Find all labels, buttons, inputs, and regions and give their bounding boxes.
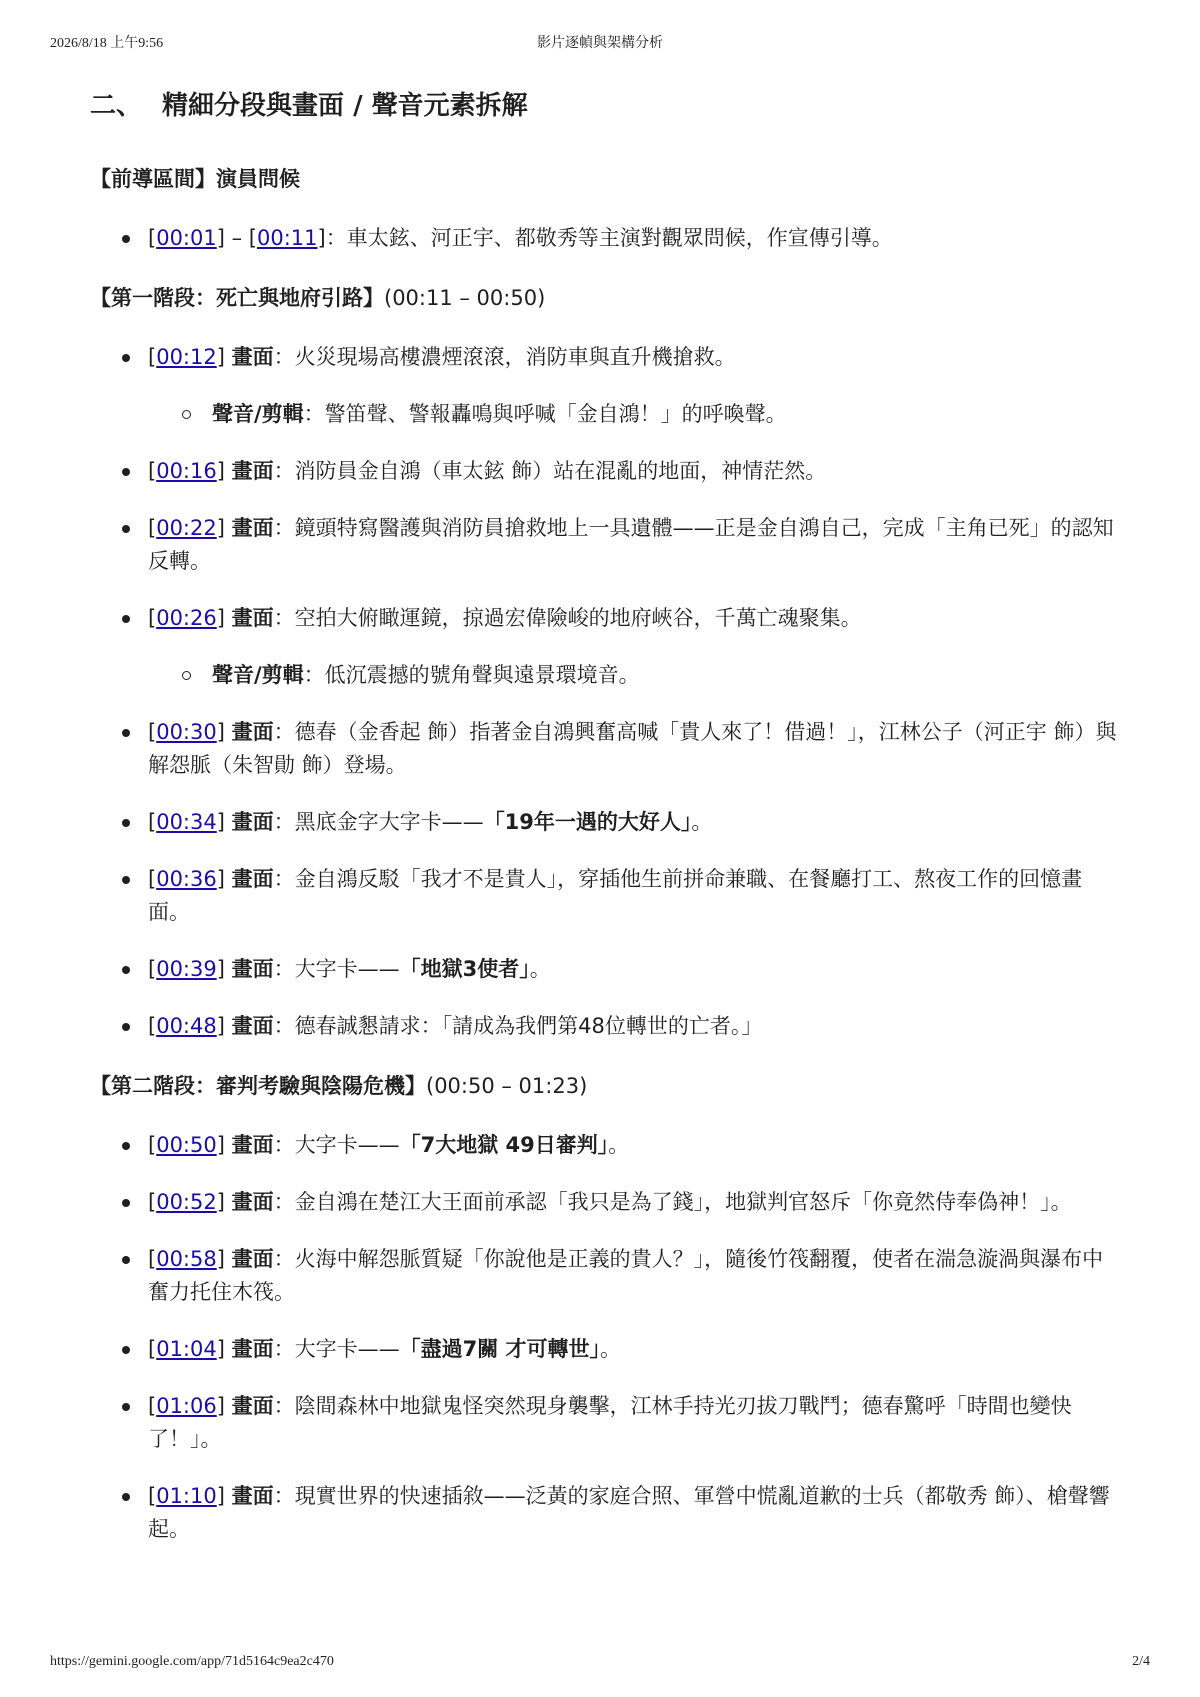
timestamp-link[interactable]: 00:58 — [156, 1247, 217, 1271]
stage-2-list — [90, 1129, 1120, 1546]
item-label: 畫面 — [231, 1014, 274, 1038]
list-item: [00:01] – [00:11]：車太鉉、河正宇、都敬秀等主演對觀眾問候，作宣傳引導。 — [90, 222, 1120, 255]
item-label: 聲音/剪輯 — [212, 402, 304, 426]
item-highlight: 「地獄3使者」 — [399, 957, 530, 981]
item-text: ：金自鴻反駁「我才不是貴人」，穿插他生前拼命兼職、在餐廳打工、熬夜工作的回憶畫面。 — [148, 867, 1083, 924]
print-date: 2026/8/18 上午9:56 — [50, 36, 164, 51]
item-highlight: 「7大地獄 49日審判」 — [399, 1133, 609, 1157]
list-item: [00:30] 畫面：德春（金香起 飾）指著金自鴻興奮高喊「貴人來了！借過！」，江林公子（河正宇 飾）與解怨脈（朱智勛 飾）登場。 — [90, 716, 1120, 782]
list-item: [00:26] 畫面：空拍大俯瞰運鏡，掠過宏偉險峻的地府峽谷，千萬亡魂聚集。 — [90, 602, 1120, 635]
list-item: [00:50] 畫面：大字卡——「7大地獄 49日審判」。 — [90, 1129, 1120, 1162]
item-text: ：火災現場高樓濃煙滾滾，消防車與直升機搶救。 — [273, 345, 736, 369]
item-label: 畫面 — [231, 1133, 274, 1157]
list-item: [01:10] 畫面：現實世界的快速插敘——泛黃的家庭合照、軍營中慌亂道歉的士兵（都敬秀 飾）、槍聲響起。 — [90, 1480, 1120, 1546]
item-text: ：黑底金字大字卡—— — [273, 810, 484, 834]
stage-1-list — [90, 341, 1120, 1043]
heading-text: 精細分段與畫面 / 聲音元素拆解 — [162, 91, 528, 121]
page-number: 2/4 — [1132, 1654, 1150, 1669]
list-item: [01:06] 畫面：陰間森林中地獄鬼怪突然現身襲擊，江林手持光刃拔刀戰鬥；德春驚呼「時間也變快了！」。 — [90, 1390, 1120, 1456]
item-label: 畫面 — [231, 1394, 274, 1418]
list-item: [00:58] 畫面：火海中解怨脈質疑「你說他是正義的貴人？」，隨後竹筏翻覆，使者在湍急漩渦與瀑布中奮力托住木筏。 — [90, 1243, 1120, 1309]
list-item: [00:34] 畫面：黑底金字大字卡——「19年一遇的大好人」。 — [90, 806, 1120, 839]
item-label: 畫面 — [231, 810, 274, 834]
timestamp-link[interactable]: 00:48 — [156, 1014, 217, 1038]
section-heading — [90, 86, 1120, 126]
item-text: ：車太鉉、河正宇、都敬秀等主演對觀眾問候，作宣傳引導。 — [325, 226, 893, 250]
item-label: 畫面 — [231, 1190, 274, 1214]
timestamp-link[interactable]: 00:30 — [156, 720, 217, 744]
item-text: ：大字卡—— — [273, 1133, 400, 1157]
item-text: ：低沉震撼的號角聲與遠景環境音。 — [303, 663, 640, 687]
timestamp-link[interactable]: 00:12 — [156, 345, 217, 369]
item-label: 畫面 — [231, 867, 274, 891]
list-item: [00:52] 畫面：金自鴻在楚江大王面前承認「我只是為了錢」，地獄判官怒斥「你竟然侍奉偽神！」。 — [90, 1186, 1120, 1219]
timestamp-link[interactable]: 00:11 — [256, 226, 318, 250]
item-label: 畫面 — [231, 516, 274, 540]
item-text: ：金自鴻在楚江大王面前承認「我只是為了錢」，地獄判官怒斥「你竟然侍奉偽神！」。 — [273, 1190, 1072, 1214]
timestamp-link[interactable]: 00:52 — [156, 1190, 217, 1214]
item-label: 聲音/剪輯 — [212, 663, 304, 687]
item-highlight: 「19年一遇的大好人」 — [483, 810, 692, 834]
section-title-stage-2: 【第二階段：審判考驗與陰陽危機】(00:50 – 01:23) — [90, 1074, 588, 1098]
item-text: ：警笛聲、警報轟鳴與呼喊「金自鴻！」的呼喚聲。 — [303, 402, 787, 426]
item-label: 畫面 — [231, 1337, 274, 1361]
timestamp-link[interactable]: 00:22 — [156, 516, 217, 540]
item-text: ：消防員金自鴻（車太鉉 飾）站在混亂的地面，神情茫然。 — [273, 459, 827, 483]
timestamp-link[interactable]: 01:04 — [156, 1337, 217, 1361]
list-item: [00:48] 畫面：德春誠懇請求：「請成為我們第48位轉世的亡者。」 — [90, 1010, 1120, 1043]
item-label: 畫面 — [231, 1247, 274, 1271]
print-title: 影片逐幀與架構分析 — [537, 36, 663, 51]
timestamp-link[interactable]: 00:01 — [156, 226, 217, 250]
item-label: 畫面 — [231, 606, 274, 630]
timestamp-link[interactable]: 00:36 — [156, 867, 217, 891]
timestamp-link[interactable]: 01:06 — [156, 1394, 217, 1418]
list-item: [00:22] 畫面：鏡頭特寫醫護與消防員搶救地上一具遺體——正是金自鴻自己，完成「主角已死」的認知反轉。 — [90, 512, 1120, 578]
timestamp-link[interactable]: 00:50 — [156, 1133, 217, 1157]
item-label: 畫面 — [231, 720, 274, 744]
list-item: [00:16] 畫面：消防員金自鴻（車太鉉 飾）站在混亂的地面，神情茫然。 — [90, 455, 1120, 488]
timestamp-link[interactable]: 01:10 — [156, 1484, 217, 1508]
list-item: [00:39] 畫面：大字卡——「地獄3使者」。 — [90, 953, 1120, 986]
item-text: ：鏡頭特寫醫護與消防員搶救地上一具遺體——正是金自鴻自己，完成「主角已死」的認知反轉。 — [148, 516, 1114, 573]
list-item: [01:04] 畫面：大字卡——「盡過7關 才可轉世」。 — [90, 1333, 1120, 1366]
item-text: ：現實世界的快速插敘——泛黃的家庭合照、軍營中慌亂道歉的士兵（都敬秀 飾）、槍聲響起。 — [148, 1484, 1110, 1541]
item-text: ：火海中解怨脈質疑「你說他是正義的貴人？」，隨後竹筏翻覆，使者在湍急漩渦與瀑布中奮力托住木筏。 — [148, 1247, 1104, 1304]
item-text: ：大字卡—— — [273, 1337, 400, 1361]
sub-list-item — [90, 398, 1120, 431]
item-text: ：空拍大俯瞰運鏡，掠過宏偉險峻的地府峽谷，千萬亡魂聚集。 — [273, 606, 862, 630]
item-label: 畫面 — [231, 957, 274, 981]
item-label: 畫面 — [231, 1484, 274, 1508]
section-title-intro: 【前導區間】演員問候 — [90, 167, 300, 191]
print-url: https://gemini.google.com/app/71d5164c9ea2c470 — [50, 1654, 334, 1669]
sub-list-item — [90, 659, 1120, 692]
item-label: 畫面 — [231, 459, 274, 483]
item-text: ：德春（金香起 飾）指著金自鴻興奮高喊「貴人來了！借過！」，江林公子（河正宇 飾）與解怨脈（朱智勛 飾）登場。 — [148, 720, 1117, 777]
item-label: 畫面 — [231, 345, 274, 369]
heading-number: 二、 — [90, 91, 143, 121]
list-item: [00:36] 畫面：金自鴻反駁「我才不是貴人」，穿插他生前拼命兼職、在餐廳打工、熬夜工作的回憶畫面。 — [90, 863, 1120, 929]
document-content — [90, 86, 1120, 1572]
timestamp-link[interactable]: 00:16 — [156, 459, 217, 483]
item-text: ：陰間森林中地獄鬼怪突然現身襲擊，江林手持光刃拔刀戰鬥；德春驚呼「時間也變快了！」。 — [148, 1394, 1072, 1451]
item-text: ：德春誠懇請求：「請成為我們第48位轉世的亡者。」 — [273, 1014, 763, 1038]
list-item: [00:12] 畫面：火災現場高樓濃煙滾滾，消防車與直升機搶救。 — [90, 341, 1120, 374]
timestamp-link[interactable]: 00:34 — [156, 810, 217, 834]
section-title-stage-1: 【第一階段：死亡與地府引路】(00:11 – 00:50) — [90, 286, 546, 310]
item-highlight: 「盡過7關 才可轉世」 — [399, 1337, 601, 1361]
intro-list — [90, 222, 1120, 255]
timestamp-link[interactable]: 00:26 — [156, 606, 217, 630]
item-text: ：大字卡—— — [273, 957, 400, 981]
timestamp-link[interactable]: 00:39 — [156, 957, 217, 981]
